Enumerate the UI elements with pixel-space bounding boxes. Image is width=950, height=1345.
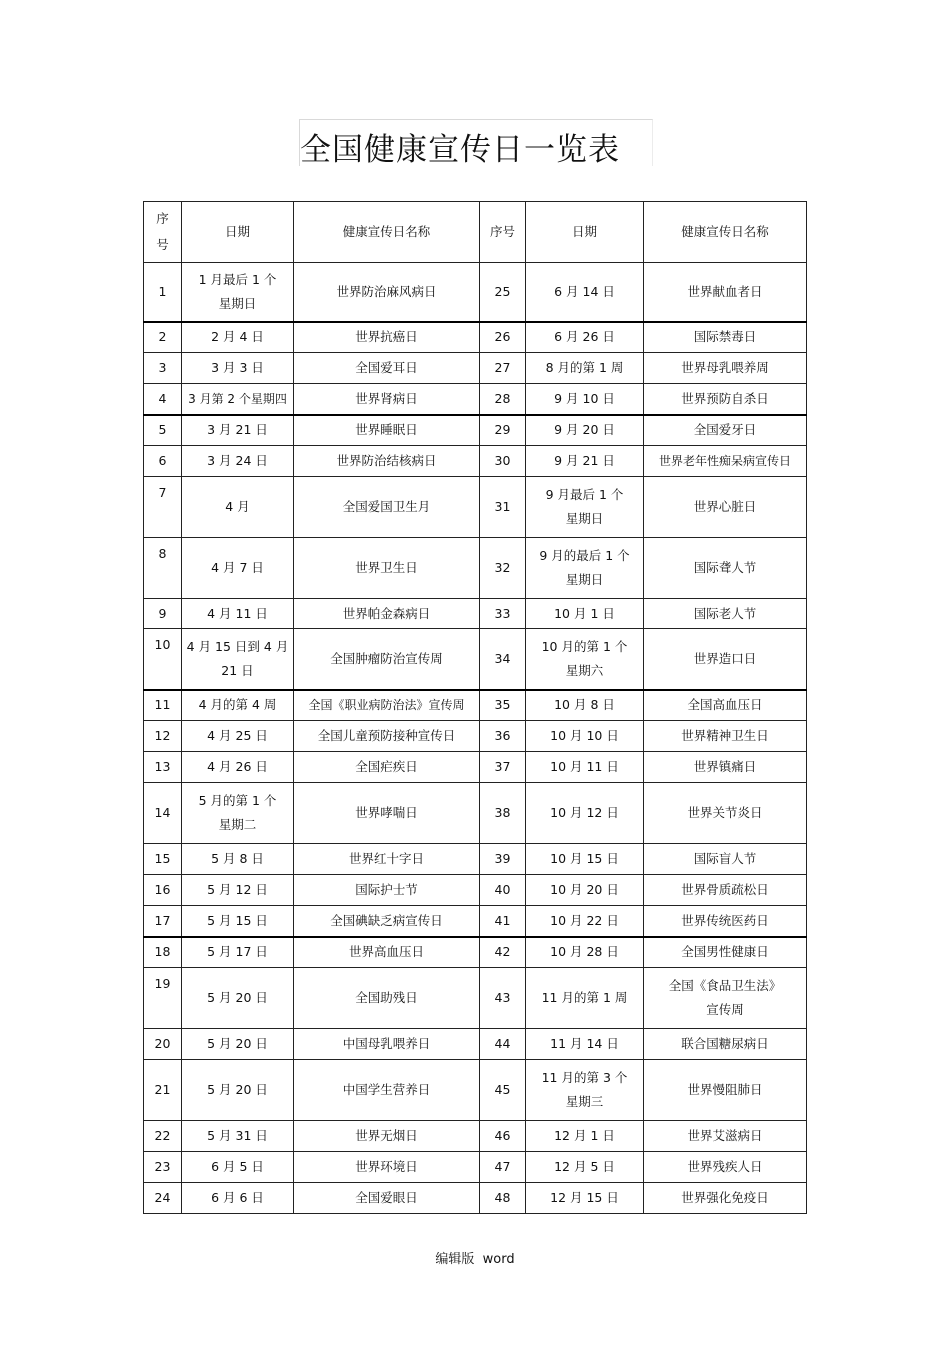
cell-name-right: 全国男性健康日 — [644, 937, 807, 968]
cell-name-left: 全国疟疾日 — [294, 752, 480, 783]
cell-name-right: 世界艾滋病日 — [644, 1121, 807, 1152]
cell-name-right: 世界预防自杀日 — [644, 384, 807, 415]
table-row — [144, 906, 807, 937]
cell-index-right: 46 — [480, 1121, 526, 1152]
cell-name-left: 中国学生营养日 — [294, 1060, 480, 1121]
health-days-table — [143, 201, 807, 1214]
cell-date-left: 5 月 20 日 — [182, 1060, 294, 1121]
table-row — [144, 875, 807, 906]
cell-index-left: 7 — [144, 477, 182, 538]
cell-date-right: 11 月的第 3 个 星期三 — [526, 1060, 644, 1121]
table-row — [144, 384, 807, 415]
cell-date-right: 10 月的第 1 个 星期六 — [526, 629, 644, 690]
cell-name-left: 世界肾病日 — [294, 384, 480, 415]
cell-name-right: 全国爱牙日 — [644, 415, 807, 446]
cell-index-right: 33 — [480, 599, 526, 629]
cell-name-left: 世界卫生日 — [294, 538, 480, 599]
cell-date-right: 10 月 10 日 — [526, 721, 644, 752]
table-row — [144, 783, 807, 844]
cell-name-right: 世界关节炎日 — [644, 783, 807, 844]
table-row — [144, 690, 807, 721]
cell-date-right: 10 月 22 日 — [526, 906, 644, 937]
cell-date-right: 10 月 11 日 — [526, 752, 644, 783]
cell-date-right: 6 月 14 日 — [526, 263, 644, 322]
cell-date-left: 5 月 12 日 — [182, 875, 294, 906]
cell-index-right: 32 — [480, 538, 526, 599]
cell-index-right: 40 — [480, 875, 526, 906]
cell-date-left: 4 月 7 日 — [182, 538, 294, 599]
cell-name-right: 全国《食品卫生法》 宣传周 — [644, 968, 807, 1029]
cell-date-left: 5 月 20 日 — [182, 968, 294, 1029]
cell-date-left: 4 月 15 日到 4 月 21 日 — [182, 629, 294, 690]
table-row — [144, 629, 807, 690]
cell-index-right: 30 — [480, 446, 526, 477]
cell-index-left: 9 — [144, 599, 182, 629]
cell-name-left: 国际护士节 — [294, 875, 480, 906]
cell-index-left: 12 — [144, 721, 182, 752]
cell-name-right: 全国高血压日 — [644, 690, 807, 721]
cell-index-left: 13 — [144, 752, 182, 783]
cell-date-left: 3 月 24 日 — [182, 446, 294, 477]
cell-index-left: 18 — [144, 937, 182, 968]
cell-index-right: 37 — [480, 752, 526, 783]
table-row — [144, 968, 807, 1029]
cell-date-left: 3 月 3 日 — [182, 353, 294, 384]
cell-date-left: 4 月 — [182, 477, 294, 538]
cell-date-left: 6 月 6 日 — [182, 1183, 294, 1214]
cell-index-left: 4 — [144, 384, 182, 415]
cell-date-left: 2 月 4 日 — [182, 322, 294, 353]
cell-name-right: 国际禁毒日 — [644, 322, 807, 353]
cell-index-left: 19 — [144, 968, 182, 1029]
cell-index-right: 25 — [480, 263, 526, 322]
table-row — [144, 721, 807, 752]
cell-name-left: 世界睡眠日 — [294, 415, 480, 446]
header-date-right: 日期 — [526, 202, 644, 263]
cell-index-left: 24 — [144, 1183, 182, 1214]
table-row — [144, 1152, 807, 1183]
cell-name-left: 世界无烟日 — [294, 1121, 480, 1152]
cell-name-right: 世界造口日 — [644, 629, 807, 690]
cell-name-left: 世界抗癌日 — [294, 322, 480, 353]
header-name-left: 健康宣传日名称 — [294, 202, 480, 263]
cell-date-left: 5 月 8 日 — [182, 844, 294, 875]
cell-name-right: 世界老年性痴呆病宣传日 — [644, 446, 807, 477]
cell-name-right: 世界精神卫生日 — [644, 721, 807, 752]
cell-index-right: 44 — [480, 1029, 526, 1060]
cell-date-right: 12 月 15 日 — [526, 1183, 644, 1214]
cell-index-left: 11 — [144, 690, 182, 721]
cell-name-right: 世界心脏日 — [644, 477, 807, 538]
cell-date-right: 9 月 10 日 — [526, 384, 644, 415]
cell-index-right: 28 — [480, 384, 526, 415]
table-row — [144, 599, 807, 629]
header-index-left: 序 号 — [144, 202, 182, 263]
cell-index-left: 5 — [144, 415, 182, 446]
cell-index-left: 8 — [144, 538, 182, 599]
table-row — [144, 538, 807, 599]
table-row — [144, 844, 807, 875]
table-row — [144, 446, 807, 477]
cell-date-right: 9 月 21 日 — [526, 446, 644, 477]
cell-date-left: 4 月的第 4 周 — [182, 690, 294, 721]
cell-name-left: 全国碘缺乏病宣传日 — [294, 906, 480, 937]
cell-index-left: 6 — [144, 446, 182, 477]
cell-name-right: 世界残疾人日 — [644, 1152, 807, 1183]
cell-name-left: 全国《职业病防治法》宣传周 — [294, 690, 480, 721]
cell-index-left: 23 — [144, 1152, 182, 1183]
cell-index-right: 45 — [480, 1060, 526, 1121]
cell-index-left: 15 — [144, 844, 182, 875]
cell-index-right: 31 — [480, 477, 526, 538]
table-header-row — [144, 202, 807, 263]
cell-name-right: 世界骨质疏松日 — [644, 875, 807, 906]
cell-index-right: 29 — [480, 415, 526, 446]
cell-name-right: 国际老人节 — [644, 599, 807, 629]
cell-name-left: 世界哮喘日 — [294, 783, 480, 844]
cell-index-right: 43 — [480, 968, 526, 1029]
cell-name-left: 全国爱眼日 — [294, 1183, 480, 1214]
cell-date-right: 11 月 14 日 — [526, 1029, 644, 1060]
table-row — [144, 937, 807, 968]
cell-name-right: 世界母乳喂养周 — [644, 353, 807, 384]
cell-name-right: 联合国糖尿病日 — [644, 1029, 807, 1060]
cell-index-right: 35 — [480, 690, 526, 721]
cell-date-left: 4 月 25 日 — [182, 721, 294, 752]
cell-date-right: 12 月 1 日 — [526, 1121, 644, 1152]
cell-index-right: 34 — [480, 629, 526, 690]
table-row — [144, 1029, 807, 1060]
cell-date-left: 5 月 31 日 — [182, 1121, 294, 1152]
table-row — [144, 415, 807, 446]
cell-name-right: 世界慢阻肺日 — [644, 1060, 807, 1121]
cell-date-right: 10 月 20 日 — [526, 875, 644, 906]
cell-date-right: 9 月最后 1 个 星期日 — [526, 477, 644, 538]
table-row — [144, 322, 807, 353]
cell-name-left: 全国助残日 — [294, 968, 480, 1029]
cell-date-left: 1 月最后 1 个 星期日 — [182, 263, 294, 322]
page-footer: 编辑版 word — [435, 1252, 515, 1267]
table-row — [144, 353, 807, 384]
page-title: 全国健康宣传日一览表 — [300, 132, 620, 168]
cell-name-left: 世界高血压日 — [294, 937, 480, 968]
cell-date-right: 8 月的第 1 周 — [526, 353, 644, 384]
cell-index-left: 2 — [144, 322, 182, 353]
cell-index-left: 21 — [144, 1060, 182, 1121]
cell-index-right: 26 — [480, 322, 526, 353]
cell-index-left: 22 — [144, 1121, 182, 1152]
cell-date-right: 9 月 20 日 — [526, 415, 644, 446]
cell-index-left: 10 — [144, 629, 182, 690]
cell-date-left: 4 月 11 日 — [182, 599, 294, 629]
cell-index-right: 36 — [480, 721, 526, 752]
cell-name-left: 世界防治结核病日 — [294, 446, 480, 477]
cell-date-left: 6 月 5 日 — [182, 1152, 294, 1183]
header-name-right: 健康宣传日名称 — [644, 202, 807, 263]
cell-name-right: 世界镇痛日 — [644, 752, 807, 783]
cell-name-right: 国际盲人节 — [644, 844, 807, 875]
header-date-left: 日期 — [182, 202, 294, 263]
cell-name-right: 国际聋人节 — [644, 538, 807, 599]
cell-name-left: 全国爱国卫生月 — [294, 477, 480, 538]
cell-index-left: 16 — [144, 875, 182, 906]
cell-date-right: 10 月 28 日 — [526, 937, 644, 968]
cell-date-right: 12 月 5 日 — [526, 1152, 644, 1183]
cell-index-left: 3 — [144, 353, 182, 384]
cell-date-right: 6 月 26 日 — [526, 322, 644, 353]
cell-index-left: 14 — [144, 783, 182, 844]
table-row — [144, 263, 807, 322]
cell-index-left: 20 — [144, 1029, 182, 1060]
cell-date-left: 3 月 21 日 — [182, 415, 294, 446]
table-row — [144, 477, 807, 538]
cell-date-right: 10 月 12 日 — [526, 783, 644, 844]
cell-name-left: 全国肿瘤防治宣传周 — [294, 629, 480, 690]
cell-name-left: 全国儿童预防接种宣传日 — [294, 721, 480, 752]
cell-date-left: 5 月 20 日 — [182, 1029, 294, 1060]
cell-date-left: 3 月第 2 个星期四 — [182, 384, 294, 415]
cell-name-left: 中国母乳喂养日 — [294, 1029, 480, 1060]
cell-date-left: 4 月 26 日 — [182, 752, 294, 783]
cell-name-right: 世界强化免疫日 — [644, 1183, 807, 1214]
cell-date-left: 5 月 15 日 — [182, 906, 294, 937]
cell-date-right: 9 月的最后 1 个 星期日 — [526, 538, 644, 599]
header-index-right: 序号 — [480, 202, 526, 263]
table-row — [144, 1183, 807, 1214]
cell-index-right: 48 — [480, 1183, 526, 1214]
cell-date-right: 10 月 1 日 — [526, 599, 644, 629]
cell-index-right: 39 — [480, 844, 526, 875]
cell-index-left: 17 — [144, 906, 182, 937]
cell-index-left: 1 — [144, 263, 182, 322]
cell-name-left: 世界帕金森病日 — [294, 599, 480, 629]
cell-date-right: 10 月 8 日 — [526, 690, 644, 721]
cell-index-right: 27 — [480, 353, 526, 384]
cell-name-right: 世界传统医药日 — [644, 906, 807, 937]
table-row — [144, 1121, 807, 1152]
cell-name-left: 全国爱耳日 — [294, 353, 480, 384]
cell-name-left: 世界环境日 — [294, 1152, 480, 1183]
cell-name-right: 世界献血者日 — [644, 263, 807, 322]
cell-name-left: 世界红十字日 — [294, 844, 480, 875]
cell-index-right: 42 — [480, 937, 526, 968]
cell-date-left: 5 月 17 日 — [182, 937, 294, 968]
table-row — [144, 752, 807, 783]
cell-date-right: 10 月 15 日 — [526, 844, 644, 875]
cell-date-left: 5 月的第 1 个 星期二 — [182, 783, 294, 844]
table-row — [144, 1060, 807, 1121]
cell-index-right: 38 — [480, 783, 526, 844]
cell-date-right: 11 月的第 1 周 — [526, 968, 644, 1029]
cell-index-right: 41 — [480, 906, 526, 937]
cell-name-left: 世界防治麻风病日 — [294, 263, 480, 322]
cell-index-right: 47 — [480, 1152, 526, 1183]
